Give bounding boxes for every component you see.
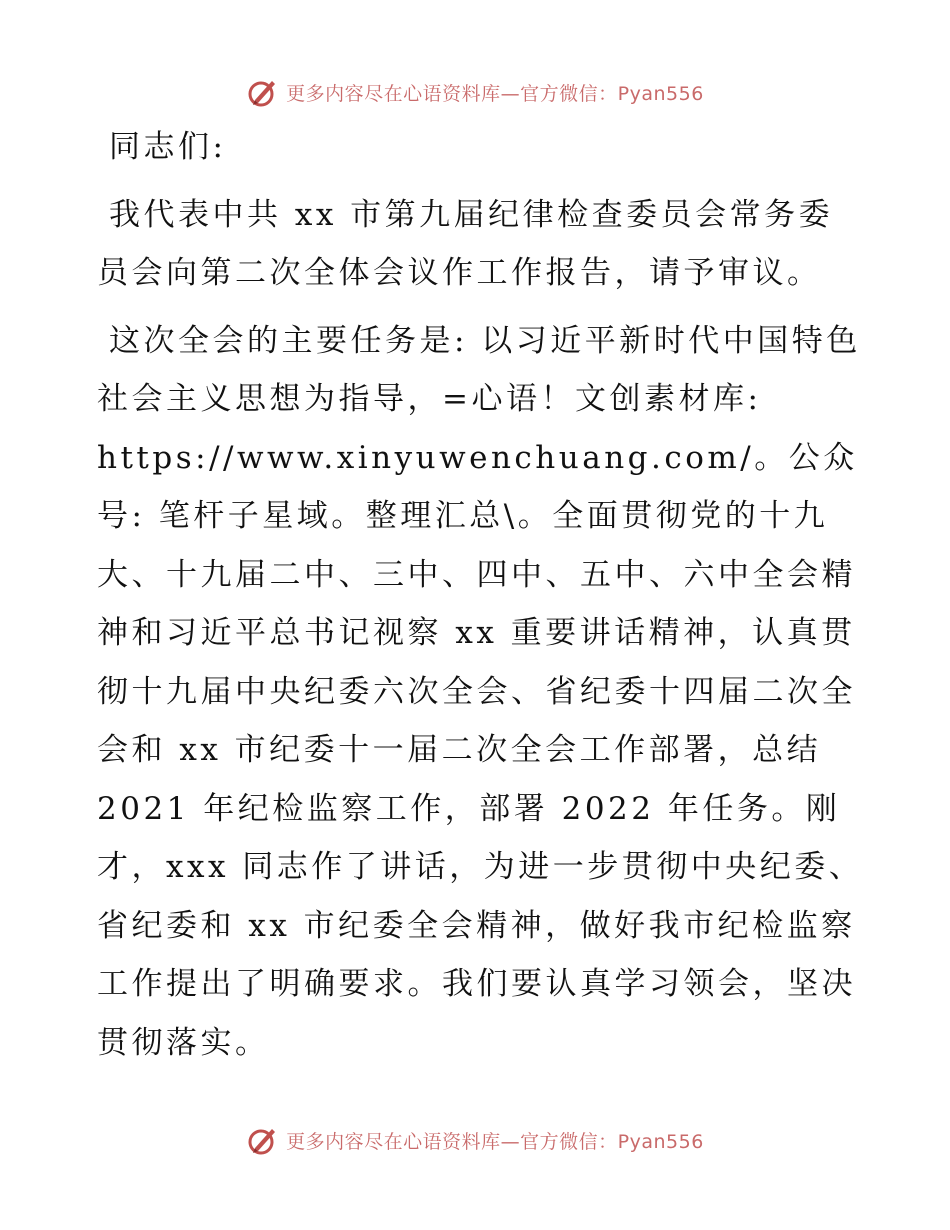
paragraph-1: 我代表中共 xx 市第九届纪律检查委员会常务委员会向第二次全体会议作工作报告，请予审议。	[97, 196, 834, 291]
paragraph-2: 这次全会的主要任务是: 以习近平新时代中国特色社会主义思想为指导，=心语！文创素材库: https://www.xinyuwenchuang.com/。公众号: 笔杆子星域。整理汇总\。全面贯彻党的十九大、十九届二中、三中、四中、五中、六中全会精神和习近平总书记视察 xx 重要讲话精神，认真贯彻十九届中央纪委六次全会、省纪委十四届二次全会和 xx 市纪委十一届二次全会工作部署，总结 2021 年纪检监察工作，部署 2022 年任务。刚才，xxx 同志作了讲话，为进一步贯彻中央纪委、省纪委和 xx 市纪委全会精神，做好我市纪检监察工作提出了明确要求。我们要认真学习领会，坚决贯彻落实。	[97, 322, 864, 1061]
salutation: 同志们:	[109, 129, 227, 165]
header-watermark-text: 更多内容尽在心语资料库—官方微信：Pyan556	[286, 82, 704, 105]
footer-watermark-text: 更多内容尽在心语资料库—官方微信：Pyan556	[286, 1130, 704, 1153]
document-body	[97, 118, 867, 1072]
quill-pen-logo-icon	[246, 75, 280, 109]
footer-watermark	[0, 1120, 950, 1160]
quill-pen-logo-icon	[246, 1123, 280, 1157]
header-watermark	[0, 72, 950, 112]
